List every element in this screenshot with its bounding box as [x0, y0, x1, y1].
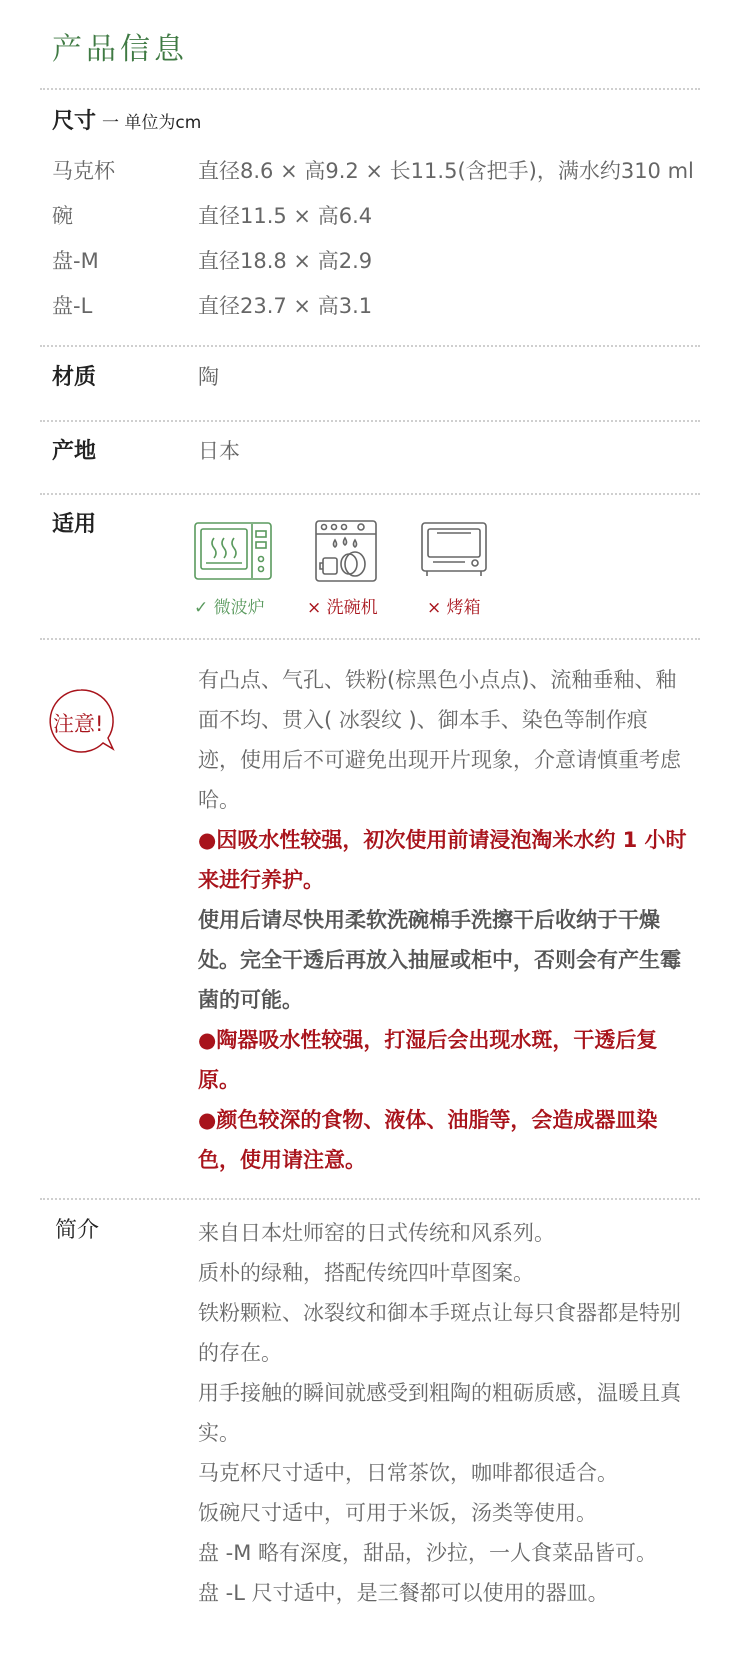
intro-line: 质朴的绿釉，搭配传统四叶草图案。 [198, 1261, 534, 1285]
page-title: 产品信息 [52, 32, 188, 67]
dishwasher-icon [315, 520, 377, 582]
intro-line: 来自日本灶师窑的日式传统和风系列。 [198, 1221, 555, 1245]
attention-text: 注意! [53, 712, 104, 736]
intro-paragraph [198, 1213, 688, 1613]
usage-label: 适用 [52, 512, 97, 537]
divider [40, 638, 700, 640]
divider [40, 493, 700, 495]
cross-icon: × [307, 598, 322, 618]
divider [40, 88, 700, 90]
notice-intro: 有凸点、气孔、铁粉(棕黑色小点点)、流釉垂釉、釉面不均、贯入( 冰裂纹 )、御本手、染色等制作痕迹，使用后不可避免出现开片现象，介意请慎重考虑哈。 [198, 668, 681, 812]
size-row-value: 直径18.8 × 高2.9 [198, 249, 373, 273]
size-row-value: 直径8.6 × 高9.2 × 长11.5(含把手)，满水约310 ml [198, 159, 694, 183]
usage-caption-text: 洗碗机 [326, 598, 378, 618]
size-row-name: 马克杯 [52, 159, 115, 183]
intro-line: 盘 -M 略有深度，甜品，沙拉，一人食菜品皆可。 [198, 1541, 658, 1565]
cross-icon: × [427, 598, 442, 618]
intro-line: 用手接触的瞬间就感受到粗陶的粗砺质感，温暖且真实。 [198, 1381, 681, 1445]
attention-badge [48, 688, 114, 754]
size-row-value: 直径23.7 × 高3.1 [198, 294, 373, 318]
notice-care: 使用后请尽快用柔软洗碗棉手洗擦干后收纳于干燥处。完全干透后再放入抽屉或柜中，否则会有产生霉菌的可能。 [198, 908, 681, 1012]
usage-caption-text: 烤箱 [446, 598, 481, 618]
check-icon: ✓ [194, 598, 209, 618]
size-row-name: 盘-M [52, 249, 99, 273]
size-row-name: 碗 [52, 204, 73, 228]
intro-line: 盘 -L 尺寸适中，是三餐都可以使用的器皿。 [198, 1581, 609, 1605]
intro-line: 饭碗尺寸适中，可用于米饭，汤类等使用。 [198, 1501, 597, 1525]
material-label: 材质 [52, 365, 97, 390]
size-label-text: 尺寸 [52, 109, 97, 134]
oven-icon [421, 522, 487, 578]
size-row-name: 盘-L [52, 294, 93, 318]
origin-label: 产地 [52, 439, 97, 464]
notice-warning-water-spots: ●陶器吸水性较强，打湿后会出现水斑，干透后复原。 [198, 1028, 658, 1092]
divider [40, 1198, 700, 1200]
notice-warning-staining: ●颜色较深的食物、液体、油脂等，会造成器皿染色，使用请注意。 [198, 1108, 658, 1172]
intro-label: 简介 [55, 1218, 100, 1243]
size-label [52, 104, 201, 135]
usage-caption-oven [427, 593, 481, 618]
origin-value: 日本 [198, 439, 240, 463]
divider [40, 345, 700, 347]
usage-caption-text: 微波炉 [213, 598, 265, 618]
divider [40, 420, 700, 422]
size-row-value: 直径11.5 × 高6.4 [198, 204, 373, 228]
notice-warning-soak: ●因吸水性较强，初次使用前请浸泡淘米水约 1 小时来进行养护。 [198, 828, 687, 892]
usage-caption-microwave [194, 593, 265, 618]
unit-note: 一 单位为cm [102, 113, 202, 133]
intro-line: 铁粉颗粒、冰裂纹和御本手斑点让每只食器都是特别的存在。 [198, 1301, 681, 1365]
material-value: 陶 [198, 365, 219, 389]
usage-caption-dishwasher [307, 593, 378, 618]
intro-line: 马克杯尺寸适中，日常茶饮，咖啡都很适合。 [198, 1461, 618, 1485]
microwave-icon [194, 522, 272, 580]
